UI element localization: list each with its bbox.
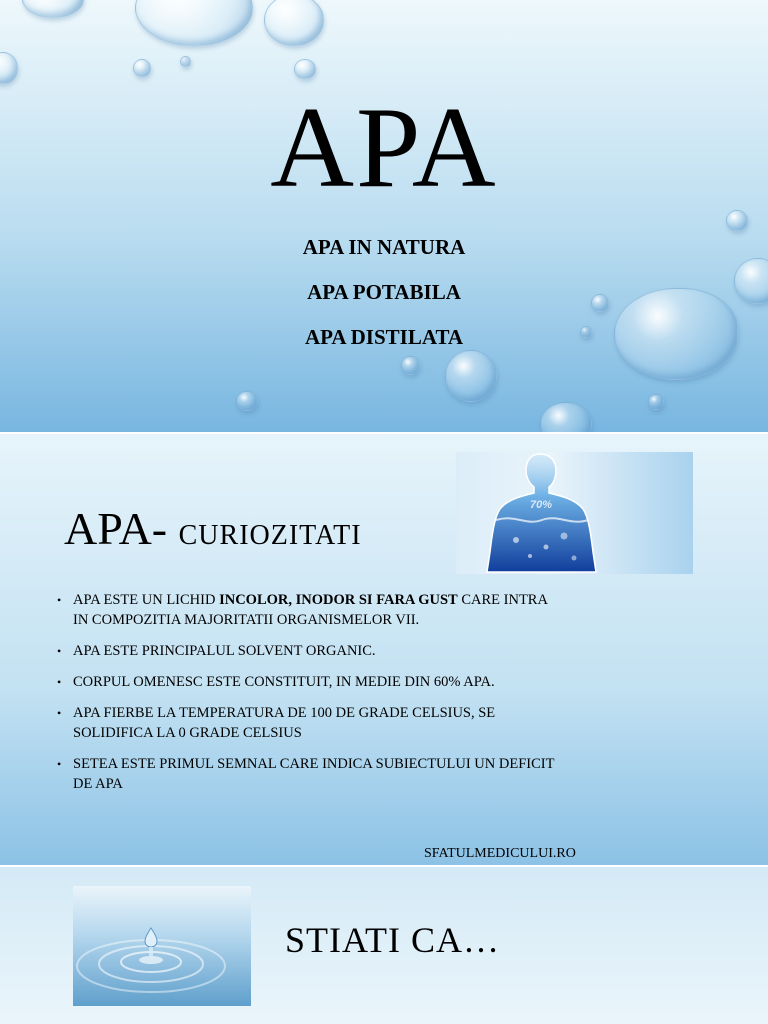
list-item: • APA ESTE UN LICHID INCOLOR, INODOR SI FARA GUST CARE INTRA IN COMPOZITIA MAJORITATII ORGANISMELOR VII. [56, 590, 556, 630]
water-drop-icon [648, 394, 664, 410]
slide-title [0, 0, 768, 432]
water-drop-icon [135, 0, 253, 46]
water-percentage-label: 70% [530, 499, 553, 511]
water-drop-icon [133, 59, 151, 77]
water-drop-icon [0, 52, 18, 84]
water-ripple-image [73, 886, 251, 1006]
list-item: • APA FIERBE LA TEMPERATURA DE 100 DE GRADE CELSIUS, SE SOLIDIFICA LA 0 GRADE CELSIUS [56, 703, 556, 743]
list-item: • SETEA ESTE PRIMUL SEMNAL CARE INDICA SUBIECTULUI UN DEFICIT DE APA [56, 754, 556, 794]
water-drop-icon [726, 210, 748, 231]
water-drop-icon [180, 56, 191, 67]
section-title: STIATI CA… [285, 920, 500, 960]
water-drop-icon [236, 391, 258, 411]
facts-list [56, 590, 556, 805]
subtitle-potabila: APA POTABILA [307, 280, 461, 304]
human-body-icon [456, 452, 693, 574]
subtitle-natura: APA IN NATURA [302, 235, 466, 259]
subtitle-distilata: APA DISTILATA [304, 325, 464, 349]
water-drop-icon [22, 0, 84, 18]
list-item: • APA ESTE PRINCIPALUL SOLVENT ORGANIC. [56, 641, 556, 661]
source-credit: SFATULMEDICULUI.RO [424, 846, 576, 861]
section-title [64, 504, 362, 561]
section-title-sub: CURIOZITATI [178, 520, 362, 551]
water-drop-icon [294, 59, 316, 79]
slide-stiati-ca [0, 867, 768, 1024]
water-ripple-icon [73, 886, 251, 1006]
water-drop-icon [264, 0, 324, 46]
water-drop-icon [540, 402, 592, 432]
slide-curiozitati [0, 434, 768, 865]
section-title-main: APA- [64, 503, 168, 554]
water-drop-icon [401, 356, 420, 375]
human-body-water-image [456, 452, 693, 574]
page-title: APA [270, 84, 498, 212]
list-item: • CORPUL OMENESC ESTE CONSTITUIT, IN MEDIE DIN 60% APA. [56, 672, 556, 692]
water-drop-icon [445, 350, 497, 402]
